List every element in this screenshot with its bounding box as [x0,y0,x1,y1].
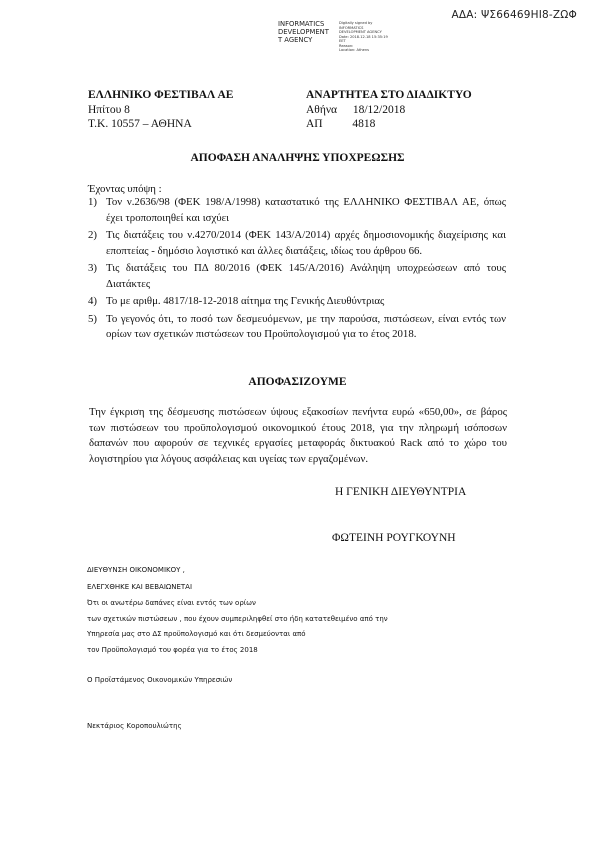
list-item [88,261,506,292]
list-item [88,294,506,310]
stamp-detail-line: Reason: [339,43,354,48]
item-text: Το με αριθμ. 4817/18-12-2018 αίτημα της Γενικής Διευθύντριας [106,295,385,307]
stamp-line: INFORMATICS [278,20,325,28]
stamp-detail-line: INFORMATICS [339,25,364,30]
stamp-line: DEVELOPMENT [278,28,329,36]
finance-line: των σχετικών πιστώσεων , που έχουν συμπεριληφθεί στο ήδη κατατεθειμένο από την [87,615,388,623]
item-number: 5) [88,312,97,325]
finance-dept: ΔΙΕΥΘΥΝΣΗ ΟΙΚΟΝΟΜΙΚΟΥ , [87,566,185,574]
protocol-label: ΑΠ [306,118,323,130]
signer-title: Η ΓΕΝΙΚΗ ΔΙΕΥΘΥΝΤΡΙΑ [335,486,467,498]
item-text: Τον ν.2636/98 (ΦΕΚ 198/Α/1998) καταστατικό της ΕΛΛΗΝΙΚΟ ΦΕΣΤΙΒΑΛ ΑΕ, όπως έχει τροποποιηθεί και ισχύει [106,196,506,224]
header-right [306,88,472,132]
document-title: ΑΠΟΦΑΣΗ ΑΝΑΛΗΨΗΣ ΥΠΟΧΡΕΩΣΗΣ [190,152,405,164]
decision-text: Την έγκριση της δέσμευσης πιστώσεων ύψους εξακοσίων πενήντα ευρώ «650,00», σε βάρος των πιστώσεων του προϋπολογισμού οικονομικού έτους 2018, για την πληρωμή ισόποσων δαπανών που αφορούν σε τεχνικές εργασίες μεταφοράς δικτυακού Rack από το χώρο του λογιστηρίου για λόγους ασφάλειας και υγείας των εργαζομένων. [89,406,507,465]
list-item [88,195,506,226]
finance-line: τον Προϋπολογισμό του φορέα για το έτος 2018 [87,646,258,654]
finance-verified: ΕΛΕΓΧΘΗΚΕ ΚΑΙ ΒΕΒΑΙΩΝΕΤΑΙ [87,583,193,591]
item-number: 4) [88,295,97,307]
stamp-signer [278,20,329,44]
org-address: Ηπίτου 8 [88,103,130,116]
ada-code: ΑΔΑ: ΨΣ66469ΗΙ8-ΖΩΦ [451,9,577,21]
header-left [88,88,233,132]
stamp-detail-line: Location: Athens [339,48,369,52]
stamp-detail-line: DEVELOPMENT AGENCY [339,30,382,34]
stamp-line: T AGENCY [278,36,313,44]
stamp-detail-line: EET [339,39,346,43]
org-name: ΕΛΛΗΝΙΚΟ ΦΕΣΤΙΒΑΛ ΑΕ [88,89,234,101]
finance-head: Ο Προϊστάμενος Οικονομικών Υπηρεσιών [87,676,233,684]
item-text: Τις διατάξεις του ν.4270/2014 (ΦΕΚ 143/Α/2014) αρχές δημοσιονομικής διαχείρισης και εποπτείας - δημόσιο λογιστικό και άλλες διατάξεις, ιδίως του άρθρου 66. [106,229,506,257]
intro-text: Έχοντας υπόψη : [88,183,162,195]
publish-note: ΑΝΑΡΤΗΤΕΑ ΣΤΟ ΔΙΑΔΙΚΤΥΟ [306,89,472,101]
finance-line: Ότι οι ανωτέρω δαπάνες είναι εντός των ορίων [87,599,256,607]
stamp-details [339,21,388,53]
item-number: 3) [88,262,97,274]
item-number: 2) [88,229,97,241]
org-postal: Τ.Κ. 10557 – ΑΘΗΝΑ [88,118,192,130]
considerations-list [88,195,506,345]
signer-name: ΦΩΤΕΙΝΗ ΡΟΥΓΚΟΥΝΗ [332,532,456,544]
finance-person: Νεκτάριος Κοροπουλιώτης [87,722,182,730]
list-item [88,312,506,343]
decision-heading: ΑΠΟΦΑΣΙΖΟΥΜΕ [248,376,347,388]
protocol-number: 4818 [352,118,376,130]
stamp-detail-line: Date: 2018.12.18 15:35:19 [339,34,388,39]
item-text: Τις διατάξεις του ΠΔ 80/2016 (ΦΕΚ 145/Α/2016) Ανάληψη υποχρεώσεων από τους Διατάκτες [106,262,506,290]
stamp-detail-line: Digitally signed by [339,21,373,25]
city: Αθήνα [306,103,338,116]
item-text: Το γεγονός ότι, το ποσό των δεσμευόμενων, με την παρούσα, πιστώσεων, είναι εντός των ορίων των σχετικών πιστώσεων του Προϋπολογισμού για το έτος 2018. [106,312,506,340]
item-number: 1) [88,196,97,208]
finance-line: Υπηρεσία μας στο ΔΣ προϋπολογισμό και ότι δεσμεύονται από [87,630,306,638]
list-item [88,228,506,259]
digital-signature-stamp [278,20,398,56]
date: 18/12/2018 [352,103,406,116]
